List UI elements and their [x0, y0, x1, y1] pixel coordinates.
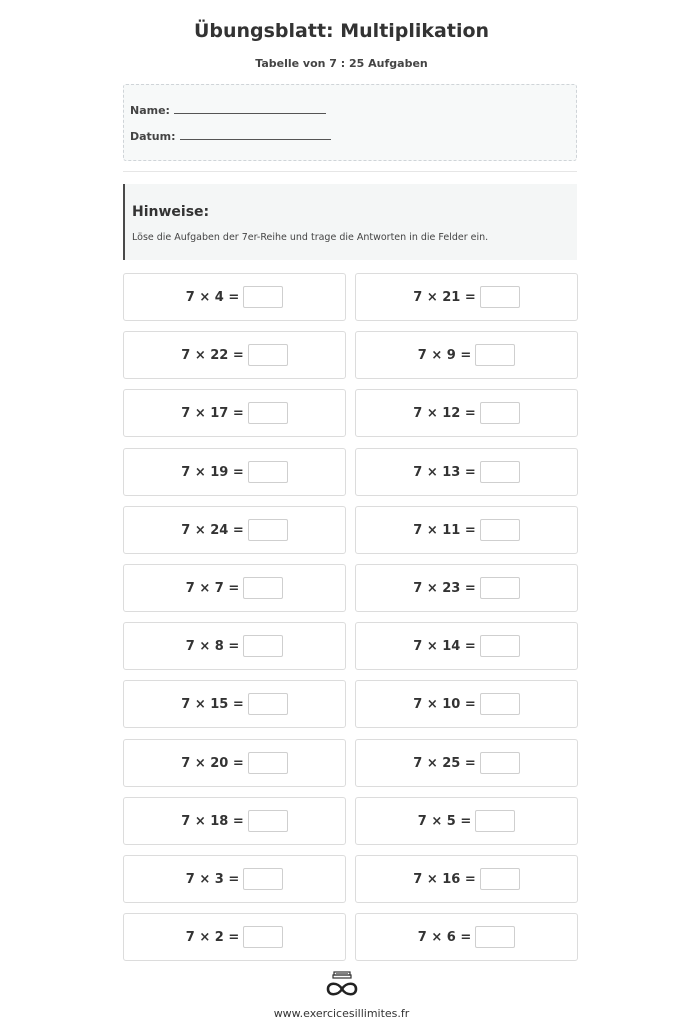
name-line[interactable]: [174, 103, 326, 114]
answer-box[interactable]: [475, 926, 515, 948]
exercise-equation: 7 × 3 =: [185, 871, 240, 887]
exercise-equation: 7 × 22 =: [181, 347, 244, 363]
answer-box[interactable]: [475, 810, 515, 832]
answer-box[interactable]: [248, 461, 288, 483]
answer-box[interactable]: [480, 577, 520, 599]
answer-box[interactable]: [480, 519, 520, 541]
exercise-equation: 7 × 8 =: [185, 638, 240, 654]
answer-box[interactable]: [480, 868, 520, 890]
exercise-card: [355, 913, 578, 961]
exercise-card: [123, 913, 346, 961]
exercise-card: [355, 564, 578, 612]
hints-text: Löse die Aufgaben der 7er-Reihe und trage die Antworten in die Felder ein.: [132, 232, 489, 243]
exercise-card: [123, 564, 346, 612]
answer-box[interactable]: [243, 577, 283, 599]
exercise-card: [123, 448, 346, 496]
exercise-equation: 7 × 12 =: [413, 405, 476, 421]
answer-box[interactable]: [480, 635, 520, 657]
exercise-equation: 7 × 24 =: [181, 522, 244, 538]
answer-box[interactable]: [243, 286, 283, 308]
date-line[interactable]: [180, 129, 331, 140]
page-subtitle: Tabelle von 7 : 25 Aufgaben: [255, 57, 428, 70]
answer-box[interactable]: [243, 868, 283, 890]
exercise-equation: 7 × 17 =: [181, 405, 244, 421]
answer-box[interactable]: [248, 693, 288, 715]
exercise-equation: 7 × 7 =: [185, 580, 240, 596]
exercise-card: [355, 506, 578, 554]
date-label: Datum:: [130, 130, 176, 143]
exercise-equation: 7 × 15 =: [181, 696, 244, 712]
answer-box[interactable]: [243, 635, 283, 657]
exercise-card: [355, 680, 578, 728]
footer-url[interactable]: www.exercicesillimites.fr: [273, 1007, 410, 1020]
answer-box[interactable]: [248, 344, 288, 366]
answer-box[interactable]: [243, 926, 283, 948]
answer-box[interactable]: [480, 402, 520, 424]
name-row: [130, 103, 326, 117]
exercise-card: [355, 273, 578, 321]
exercise-equation: 7 × 21 =: [413, 289, 476, 305]
name-label: Name:: [130, 104, 170, 117]
exercise-card: [355, 389, 578, 437]
exercise-equation: 7 × 4 =: [185, 289, 240, 305]
page-title: Übungsblatt: Multiplikation: [193, 20, 490, 42]
exercise-card: [355, 448, 578, 496]
exercise-card: [123, 389, 346, 437]
exercise-card: [355, 797, 578, 845]
exercise-card: [123, 622, 346, 670]
answer-box[interactable]: [248, 810, 288, 832]
answer-box[interactable]: [248, 519, 288, 541]
exercise-equation: 7 × 2 =: [185, 929, 240, 945]
answer-box[interactable]: [480, 286, 520, 308]
exercise-equation: 7 × 11 =: [413, 522, 476, 538]
exercise-equation: 7 × 16 =: [413, 871, 476, 887]
hints-box: [123, 184, 577, 260]
exercise-equation: 7 × 5 =: [417, 813, 472, 829]
answer-box[interactable]: [475, 344, 515, 366]
answer-box[interactable]: [248, 752, 288, 774]
exercise-card: [123, 331, 346, 379]
answer-box[interactable]: [480, 752, 520, 774]
exercise-equation: 7 × 18 =: [181, 813, 244, 829]
exercise-card: [355, 622, 578, 670]
divider: [123, 171, 577, 172]
exercise-card: [355, 739, 578, 787]
exercise-card: [123, 797, 346, 845]
answer-box[interactable]: [480, 461, 520, 483]
exercise-card: [355, 331, 578, 379]
exercise-equation: 7 × 25 =: [413, 755, 476, 771]
exercise-equation: 7 × 19 =: [181, 464, 244, 480]
exercise-equation: 7 × 20 =: [181, 755, 244, 771]
hints-title: Hinweise:: [132, 204, 210, 220]
exercise-card: [123, 739, 346, 787]
exercise-equation: 7 × 6 =: [417, 929, 472, 945]
student-info-box: [123, 84, 577, 161]
exercise-equation: 7 × 14 =: [413, 638, 476, 654]
exercise-equation: 7 × 13 =: [413, 464, 476, 480]
exercise-card: [123, 680, 346, 728]
exercise-equation: 7 × 23 =: [413, 580, 476, 596]
exercise-card: [123, 273, 346, 321]
exercise-equation: 7 × 10 =: [413, 696, 476, 712]
answer-box[interactable]: [248, 402, 288, 424]
exercise-equation: 7 × 9 =: [417, 347, 472, 363]
book-infinity-icon: [325, 970, 359, 1000]
exercise-card: [123, 506, 346, 554]
answer-box[interactable]: [480, 693, 520, 715]
exercise-card: [355, 855, 578, 903]
date-row: [130, 129, 331, 143]
exercise-card: [123, 855, 346, 903]
